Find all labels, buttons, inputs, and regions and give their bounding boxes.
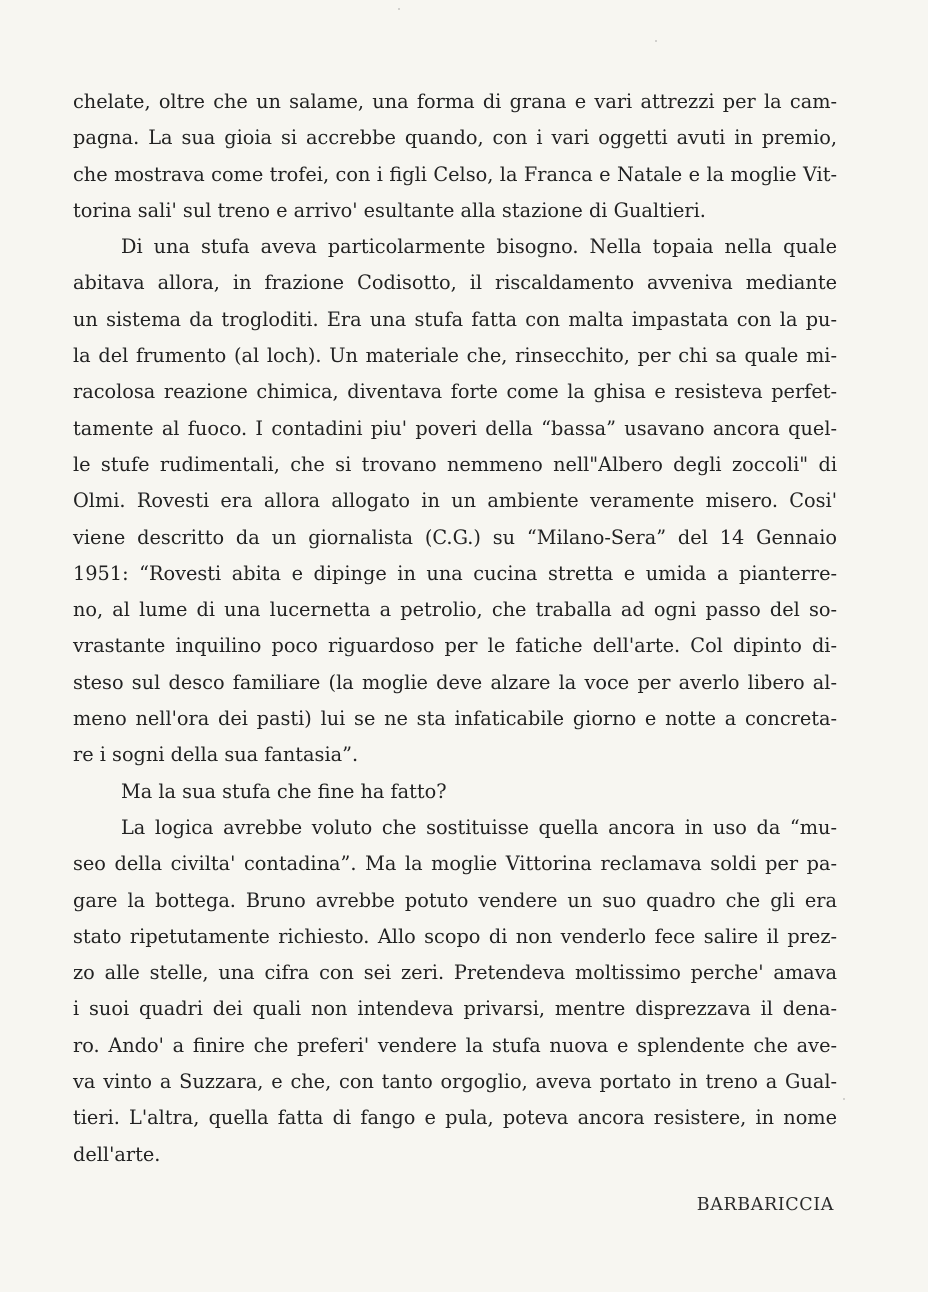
author-signature: BARBARICCIA — [696, 1195, 834, 1215]
paper-speck — [398, 8, 400, 10]
text-line: 1951: “Rovesti abita e dipinge in una cucina stretta e umida a pianterre- — [73, 561, 837, 585]
text-line: no, al lume di una lucernetta a petrolio, che traballa ad ogni passo del so- — [73, 598, 837, 622]
text-line: racolosa reazione chimica, diventava forte come la ghisa e resisteva perfet- — [73, 380, 837, 404]
text-line: torina sali' sul treno e arrivo' esultante alla stazione di Gualtieri. — [73, 198, 706, 222]
text-line: la del frumento (al loch). Un materiale che, rinsecchito, per chi sa quale mi- — [73, 344, 837, 368]
text-line: tieri. L'altra, quella fatta di fango e pula, poteva ancora resistere, in nome — [73, 1106, 837, 1130]
text-line: Olmi. Rovesti era allora allogato in un ambiente veramente misero. Cosi' — [73, 489, 837, 513]
text-line: chelate, oltre che un salame, una forma di grana e vari attrezzi per la cam- — [73, 90, 837, 113]
paper-speck — [843, 1098, 845, 1100]
text-line: Ma la sua stufa che fine ha fatto? — [121, 779, 447, 803]
text-line: dell'arte. — [73, 1142, 161, 1166]
text-line: gare la bottega. Bruno avrebbe potuto vendere un suo quadro che gli era — [73, 888, 837, 912]
text-line: i suoi quadri dei quali non intendeva privarsi, mentre disprezzava il dena- — [73, 997, 837, 1021]
text-line: meno nell'ora dei pasti) lui se ne sta infaticabile giorno e notte a concreta- — [73, 707, 837, 731]
text-line: ro. Ando' a finire che preferi' vendere la stufa nuova e splendente che ave- — [73, 1033, 837, 1057]
text-line: le stufe rudimentali, che si trovano nemmeno nell"Albero degli zoccoli" di — [73, 452, 837, 476]
paragraph — [73, 774, 837, 810]
text-line: un sistema da trogloditi. Era una stufa fatta con malta impastata con la pu- — [73, 307, 837, 331]
text-line: abitava allora, in frazione Codisotto, il riscaldamento avveniva mediante — [73, 271, 837, 295]
text-line: steso sul desco familiare (la moglie deve alzare la voce per averlo libero al- — [73, 670, 837, 694]
paragraph — [73, 229, 837, 773]
text-line: re i sogni della sua fantasia”. — [73, 743, 359, 767]
text-line: vrastante inquilino poco riguardoso per le fatiche dell'arte. Col dipinto di- — [73, 634, 837, 658]
text-line: stato ripetutamente richiesto. Allo scopo di non venderlo fece salire il prez- — [73, 924, 837, 948]
text-line: va vinto a Suzzara, e che, con tanto orgoglio, aveva portato in treno a Gual- — [73, 1070, 837, 1094]
text-line: zo alle stelle, una cifra con sei zeri. Pretendeva moltissimo perche' amava — [73, 961, 837, 985]
paper-speck — [655, 40, 657, 42]
text-line: seo della civilta' contadina”. Ma la moglie Vittorina reclamava soldi per pa- — [73, 852, 837, 876]
paragraph — [73, 810, 837, 1173]
text-line: La logica avrebbe voluto che sostituisse quella ancora in uso da “mu- — [121, 815, 837, 839]
body-text — [73, 84, 837, 1173]
text-line: pagna. La sua gioia si accrebbe quando, con i vari oggetti avuti in premio, — [73, 126, 837, 150]
text-line: Di una stufa aveva particolarmente bisogno. Nella topaia nella quale — [121, 235, 837, 259]
paragraph — [73, 84, 837, 229]
text-line: viene descritto da un giornalista (C.G.) su “Milano-Sera” del 14 Gennaio — [73, 525, 837, 549]
text-line: tamente al fuoco. I contadini piu' poveri della “bassa” usavano ancora quel- — [73, 416, 837, 440]
text-line: che mostrava come trofei, con i figli Celso, la Franca e Natale e la moglie Vit- — [73, 162, 837, 186]
